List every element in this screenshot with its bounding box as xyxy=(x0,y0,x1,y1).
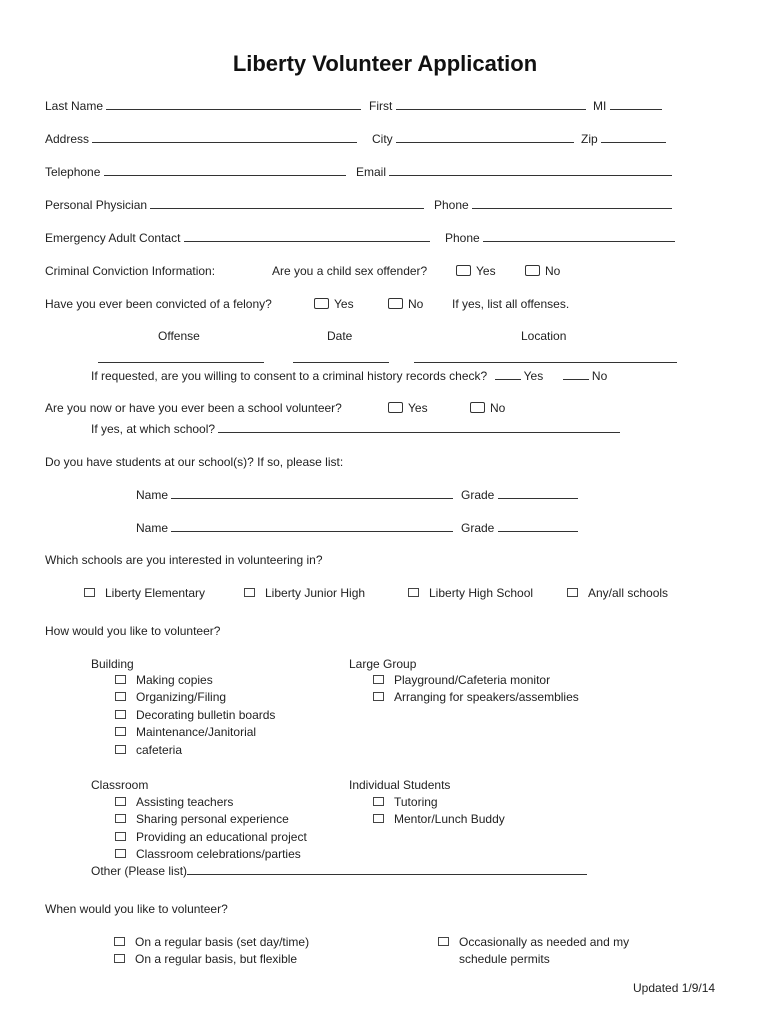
telephone-row xyxy=(45,165,346,179)
school-volunteer-question: Are you now or have you ever been a school volunteer? xyxy=(45,401,342,415)
physician-phone-field[interactable] xyxy=(472,198,672,209)
schools-question: Which schools are you interested in volunteering in? xyxy=(45,553,323,567)
checkbox[interactable] xyxy=(373,675,384,684)
option-label: On a regular basis, but flexible xyxy=(135,952,298,966)
mi-label: MI xyxy=(593,99,607,113)
option-label: Mentor/Lunch Buddy xyxy=(394,812,505,826)
email-label: Email xyxy=(356,165,387,179)
building-option[interactable] xyxy=(115,725,256,739)
last-name-row xyxy=(45,99,361,113)
checkbox[interactable] xyxy=(115,797,126,806)
large-group-heading: Large Group xyxy=(349,657,417,671)
city-label: City xyxy=(372,132,393,146)
when-option[interactable] xyxy=(114,952,297,966)
date-field[interactable] xyxy=(293,362,389,363)
list-offenses-note: If yes, list all offenses. xyxy=(452,297,570,311)
which-school-row xyxy=(91,422,620,436)
checkbox[interactable] xyxy=(115,814,126,823)
emergency-phone-label: Phone xyxy=(445,231,480,245)
offender-yes-checkbox[interactable] xyxy=(456,265,471,276)
student2-grade-field[interactable] xyxy=(498,521,578,532)
school-any-checkbox[interactable] xyxy=(567,588,578,597)
first-name-field[interactable] xyxy=(396,99,586,110)
option-label: Organizing/Filing xyxy=(136,690,227,704)
school-junior-high-label: Liberty Junior High xyxy=(265,586,366,600)
student1-grade-row xyxy=(461,488,578,502)
other-label: Other (Please list) xyxy=(91,864,188,878)
option-label: Arranging for speakers/assemblies xyxy=(394,690,579,704)
emergency-row xyxy=(45,231,430,245)
offender-yes-option[interactable] xyxy=(456,264,496,278)
school-volunteer-no-checkbox[interactable] xyxy=(470,402,485,413)
building-option[interactable] xyxy=(115,743,182,757)
email-row xyxy=(356,165,672,179)
when-option-occasional[interactable] xyxy=(438,935,629,949)
offense-column-header: Offense xyxy=(158,329,200,343)
telephone-field[interactable] xyxy=(104,165,346,176)
large-group-option[interactable] xyxy=(373,673,550,687)
consent-no-label: No xyxy=(591,369,608,383)
offense-field[interactable] xyxy=(98,362,264,363)
building-option[interactable] xyxy=(115,690,226,704)
address-row xyxy=(45,132,357,146)
consent-yes-blank[interactable] xyxy=(495,369,521,380)
consent-row xyxy=(91,369,607,383)
mi-field[interactable] xyxy=(610,99,662,110)
school-option-high-school[interactable] xyxy=(408,586,533,600)
emergency-phone-field[interactable] xyxy=(483,231,675,242)
felony-question: Have you ever been convicted of a felony? xyxy=(45,297,272,311)
student1-grade-label: Grade xyxy=(461,488,495,502)
classroom-option[interactable] xyxy=(115,847,301,861)
school-volunteer-no-option[interactable] xyxy=(470,401,505,415)
zip-label: Zip xyxy=(581,132,598,146)
building-heading: Building xyxy=(91,657,134,671)
offender-question: Are you a child sex offender? xyxy=(272,264,428,278)
checkbox[interactable] xyxy=(373,797,384,806)
offender-no-option[interactable] xyxy=(525,264,560,278)
option-label: Assisting teachers xyxy=(136,795,234,809)
student1-name-label: Name xyxy=(136,488,169,502)
option-label: cafeteria xyxy=(136,743,183,757)
telephone-label: Telephone xyxy=(45,165,101,179)
option-label: Making copies xyxy=(136,673,213,687)
occasional-continuation: schedule permits xyxy=(459,952,550,966)
physician-row xyxy=(45,198,424,212)
felony-yes-checkbox[interactable] xyxy=(314,298,329,309)
felony-no-checkbox[interactable] xyxy=(388,298,403,309)
school-option-elementary[interactable] xyxy=(84,586,205,600)
school-high-school-checkbox[interactable] xyxy=(408,588,419,597)
school-volunteer-yes-label: Yes xyxy=(408,401,428,415)
option-label: Decorating bulletin boards xyxy=(136,708,276,722)
individual-heading: Individual Students xyxy=(349,778,451,792)
which-school-field[interactable] xyxy=(218,422,620,433)
city-field[interactable] xyxy=(396,132,574,143)
address-label: Address xyxy=(45,132,90,146)
school-option-junior-high[interactable] xyxy=(244,586,365,600)
student2-grade-row xyxy=(461,521,578,535)
checkbox[interactable] xyxy=(114,954,125,963)
student2-name-row xyxy=(136,521,453,535)
other-field[interactable] xyxy=(187,864,587,875)
classroom-option[interactable] xyxy=(115,812,289,826)
individual-option[interactable] xyxy=(373,812,505,826)
student2-name-label: Name xyxy=(136,521,169,535)
felony-no-label: No xyxy=(408,297,424,311)
felony-yes-label: Yes xyxy=(334,297,354,311)
date-column-header: Date xyxy=(327,329,353,343)
option-label: On a regular basis (set day/time) xyxy=(135,935,310,949)
school-volunteer-yes-option[interactable] xyxy=(388,401,428,415)
checkbox[interactable] xyxy=(115,710,126,719)
checkbox[interactable] xyxy=(115,727,126,736)
school-junior-high-checkbox[interactable] xyxy=(244,588,255,597)
checkbox[interactable] xyxy=(438,937,449,946)
page-title: Liberty Volunteer Application xyxy=(232,51,538,76)
school-volunteer-no-label: No xyxy=(490,401,506,415)
emergency-phone-row xyxy=(445,231,675,245)
school-option-any[interactable] xyxy=(567,586,668,600)
school-elementary-label: Liberty Elementary xyxy=(105,586,206,600)
criminal-label: Criminal Conviction Information: xyxy=(45,264,216,278)
city-row xyxy=(372,132,574,146)
checkbox[interactable] xyxy=(115,692,126,701)
offender-yes-label: Yes xyxy=(476,264,496,278)
physician-field[interactable] xyxy=(150,198,424,209)
zip-field[interactable] xyxy=(601,132,666,143)
students-question: Do you have students at our school(s)? If so, please list: xyxy=(45,455,344,469)
option-label: Providing an educational project xyxy=(136,830,307,844)
individual-option[interactable] xyxy=(373,795,438,809)
option-label: Sharing personal experience xyxy=(136,812,289,826)
felony-no-option[interactable] xyxy=(388,297,423,311)
option-label: Classroom celebrations/parties xyxy=(136,847,301,861)
checkbox[interactable] xyxy=(115,675,126,684)
which-school-label: If yes, at which school? xyxy=(91,422,216,436)
school-volunteer-yes-checkbox[interactable] xyxy=(388,402,403,413)
location-field[interactable] xyxy=(414,362,677,363)
building-option[interactable] xyxy=(115,708,275,722)
physician-label: Personal Physician xyxy=(45,198,148,212)
mi-row xyxy=(593,99,662,113)
school-elementary-checkbox[interactable] xyxy=(84,588,95,597)
physician-phone-label: Phone xyxy=(434,198,469,212)
option-label: Tutoring xyxy=(394,795,438,809)
emergency-label: Emergency Adult Contact xyxy=(45,231,181,245)
student2-name-field[interactable] xyxy=(171,521,453,532)
school-high-school-label: Liberty High School xyxy=(429,586,534,600)
consent-no-blank[interactable] xyxy=(563,369,589,380)
emergency-field[interactable] xyxy=(184,231,430,242)
student1-name-field[interactable] xyxy=(171,488,453,499)
checkbox[interactable] xyxy=(373,814,384,823)
when-option[interactable] xyxy=(114,935,309,949)
option-label: Maintenance/Janitorial xyxy=(136,725,257,739)
student1-name-row xyxy=(136,488,453,502)
zip-row xyxy=(581,132,666,146)
how-question: How would you like to volunteer? xyxy=(45,624,221,638)
building-option[interactable] xyxy=(115,673,213,687)
classroom-heading: Classroom xyxy=(91,778,149,792)
last-name-label: Last Name xyxy=(45,99,104,113)
checkbox[interactable] xyxy=(373,692,384,701)
checkbox[interactable] xyxy=(115,849,126,858)
offender-no-checkbox[interactable] xyxy=(525,265,540,276)
first-name-row xyxy=(369,99,586,113)
last-name-field[interactable] xyxy=(106,99,361,110)
consent-question: If requested, are you willing to consent to a criminal history records check? xyxy=(91,369,488,383)
updated-date: Updated 1/9/14 xyxy=(633,981,716,995)
email-field[interactable] xyxy=(389,165,672,176)
classroom-option[interactable] xyxy=(115,795,233,809)
school-any-label: Any/all schools xyxy=(588,586,669,600)
student1-grade-field[interactable] xyxy=(498,488,578,499)
checkbox[interactable] xyxy=(114,937,125,946)
physician-phone-row xyxy=(434,198,672,212)
when-question: When would you like to volunteer? xyxy=(45,902,228,916)
classroom-option[interactable] xyxy=(115,830,307,844)
checkbox[interactable] xyxy=(115,832,126,841)
large-group-option[interactable] xyxy=(373,690,579,704)
location-column-header: Location xyxy=(521,329,567,343)
student2-grade-label: Grade xyxy=(461,521,495,535)
other-row xyxy=(91,864,587,878)
felony-yes-option[interactable] xyxy=(314,297,354,311)
checkbox[interactable] xyxy=(115,745,126,754)
option-label: Occasionally as needed and my xyxy=(459,935,630,949)
offender-no-label: No xyxy=(545,264,561,278)
address-field[interactable] xyxy=(92,132,357,143)
first-name-label: First xyxy=(369,99,393,113)
option-label: Playground/Cafeteria monitor xyxy=(394,673,551,687)
consent-yes-label: Yes xyxy=(523,369,544,383)
